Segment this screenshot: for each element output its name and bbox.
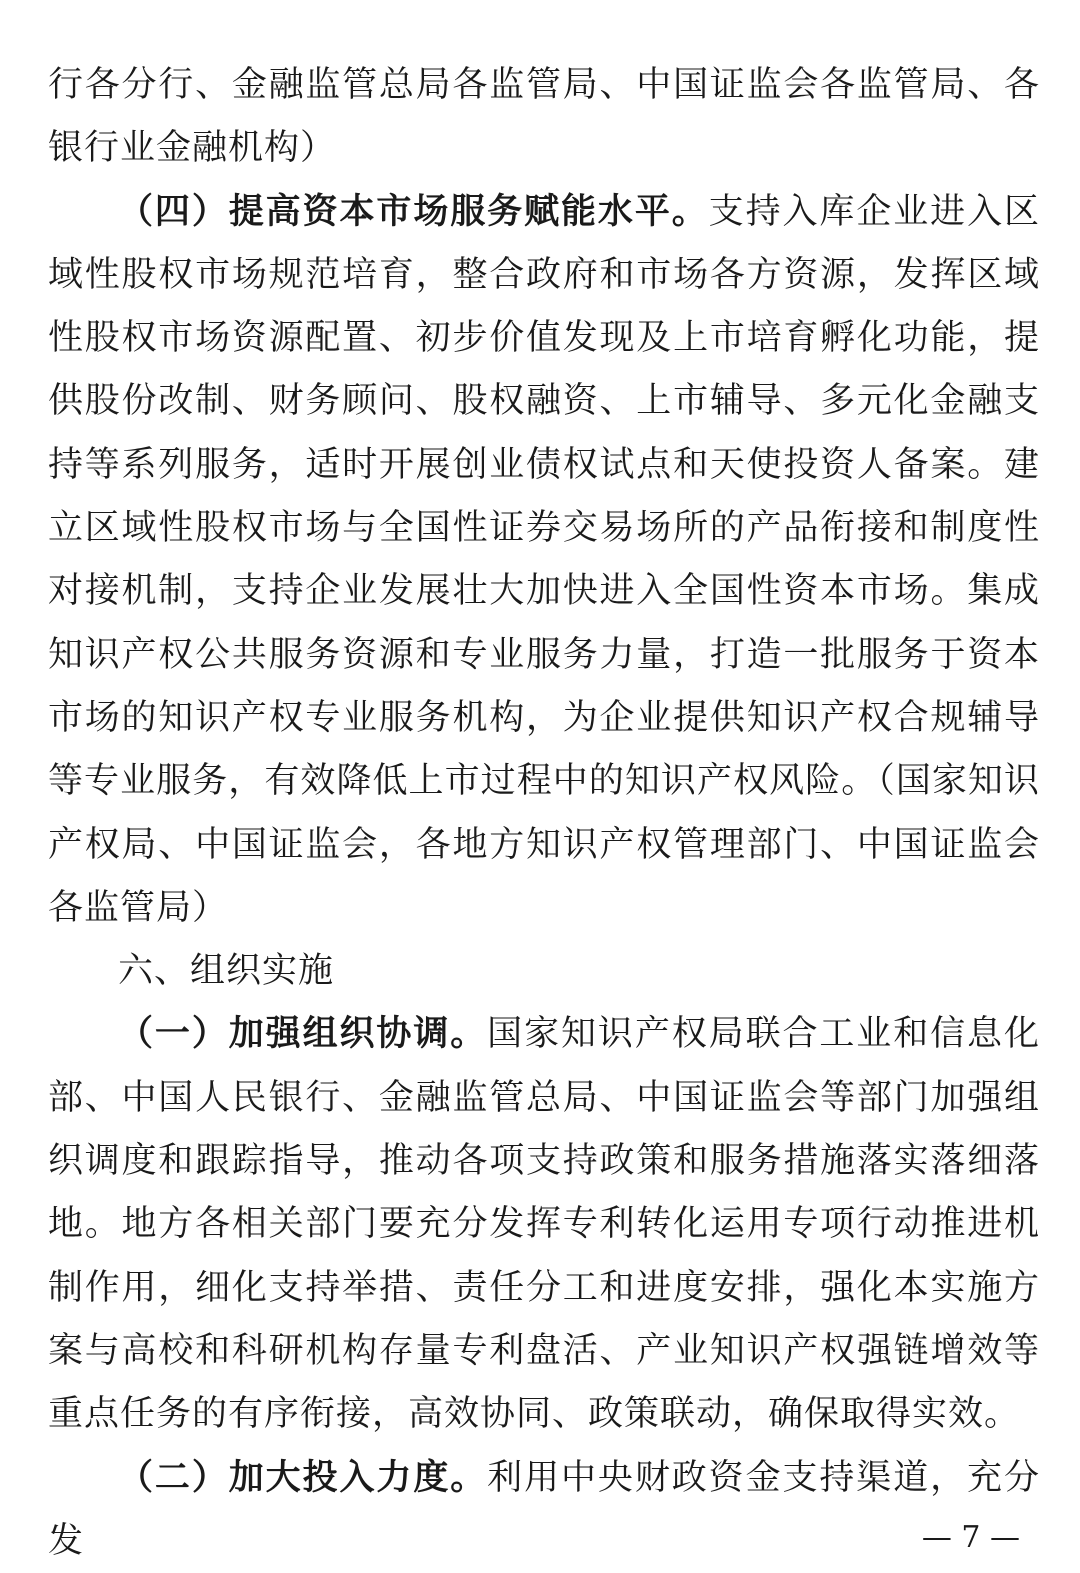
section-6-2-paragraph (48, 1447, 1040, 1573)
section-6-2-text: 利用中央财政资金支持渠道，充分发 (48, 1457, 1040, 1561)
document-body (48, 54, 1040, 1573)
section-6-1-paragraph (48, 1003, 1040, 1446)
section-4-paragraph (48, 181, 1040, 941)
section-6-1-lead: （一）加强组织协调。 (118, 1014, 488, 1055)
section-4-lead: （四）提高资本市场服务赋能水平。 (118, 191, 709, 232)
section-4-text: 支持入库企业进入区域性股权市场规范培育，整合政府和市场各方资源，发挥区域性股权市场资源配置、初步价值发现及上市培育孵化功能，提供股份改制、财务顾问、股权融资、上市辅导、多元化金融支持等系列服务，适时开展创业债权试点和天使投资人备案。建立区域性股权市场与全国性证券交易场所的产品衔接和制度性对接机制，支持企业发展壮大加快进入全国性资本市场。集成知识产权公共服务资源和专业服务力量，打造一批服务于资本市场的知识产权专业服务机构，为企业提供知识产权合规辅导等专业服务，有效降低上市过程中的知识产权风险。（国家知识产权局、中国证监会，各地方知识产权管理部门、中国证监会各监管局） (48, 191, 1040, 928)
section-6-2-lead: （二）加大投入力度。 (118, 1457, 488, 1498)
page-number: — 7 — (921, 1520, 1020, 1555)
continuation-paragraph: 行各分行、金融监管总局各监管局、中国证监会各监管局、各银行业金融机构） (48, 65, 1040, 169)
chapter-6-heading: 六、组织实施 (118, 951, 335, 992)
section-6-1-text: 国家知识产权局联合工业和信息化部、中国人民银行、金融监管总局、中国证监会等部门加强组织调度和跟踪指导，推动各项支持政策和服务措施落实落细落地。地方各相关部门要充分发挥专利转化运用专项行动推进机制作用，细化支持举措、责任分工和进度安排，强化本实施方案与高校和科研机构存量专利盘活、产业知识产权强链增效等重点任务的有序衔接，高效协同、政策联动，确保取得实效。 (48, 1014, 1040, 1435)
